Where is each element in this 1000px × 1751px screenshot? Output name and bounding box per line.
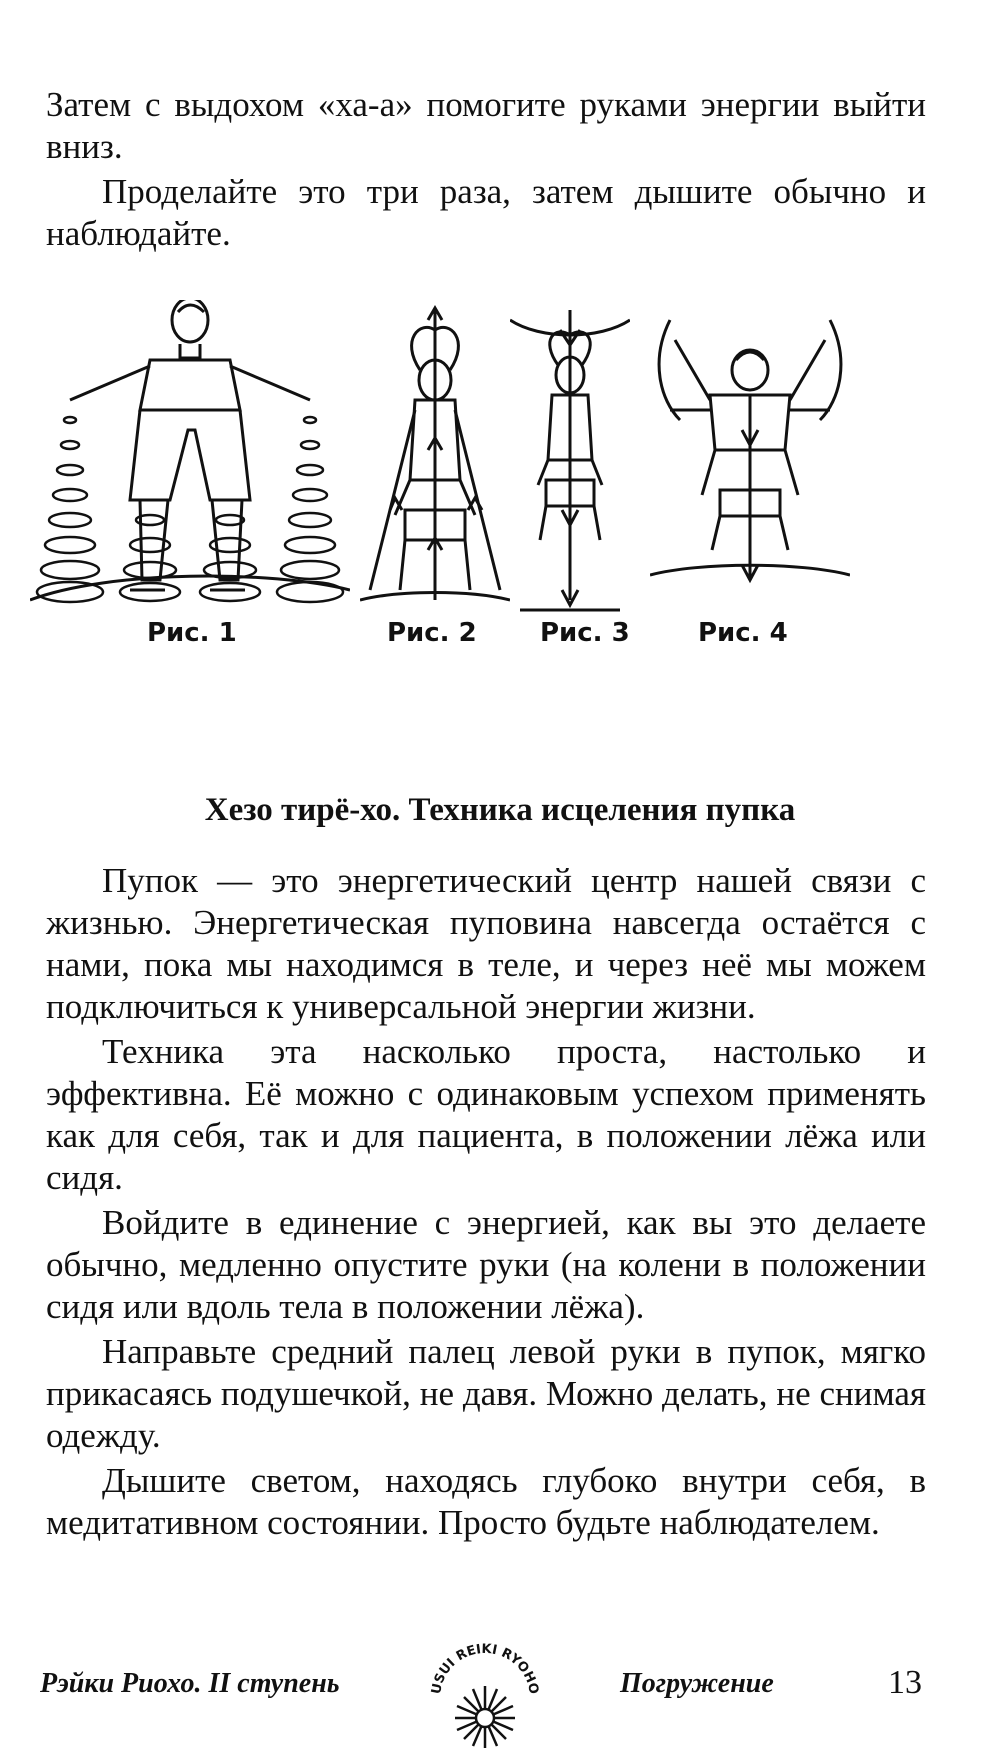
section-heading: Хезо тирё-хо. Техника исцеления пупка [204,792,796,828]
page-footer [0,1640,1000,1740]
figure-4-caption: Рис. 4 [698,618,788,648]
paragraph: Пупок — это энергетический центр нашей связи с жизнью. Энергетическая пуповина навсегда остаётся с нами, пока мы находимся в теле, и через неё мы можем подключиться к универсальной энергии жизни. [46,861,926,1026]
paragraph: Направьте средний палец левой руки в пупок, мягко прикасаясь подушечкой, не давя. Можно делать, не снимая одежду. [46,1332,926,1455]
paragraph: Проделайте это три раза, затем дышите обычно и наблюдайте. [46,172,926,253]
body-text-block [46,860,926,1544]
paragraph: Дышите светом, находясь глубоко внутри себя, в медитативном состоянии. Просто будьте наблюдателем. [46,1461,926,1542]
paragraph: Техника эта насколько проста, настолько и эффективна. Её можно с одинаковым успехом применять как для себя, так и для пациента, в положении лёжа или сидя. [46,1032,926,1197]
footer-chapter-title: Погружение [620,1668,774,1699]
logo-text: USUI REIKI RYOHO [429,1641,541,1696]
figure-1-caption: Рис. 1 [147,618,237,648]
figure-3-illustration [510,300,630,660]
top-text-block [46,84,926,255]
page-number: 13 [888,1664,922,1701]
paragraph: Затем с выдохом «ха-а» помогите руками энергии выйти вниз. [46,85,926,166]
figure-1-illustration [30,300,350,660]
figure-3-caption: Рис. 3 [540,618,630,648]
figure-2-illustration [360,300,510,660]
figure-4-illustration [650,300,850,660]
paragraph: Войдите в единение с энергией, как вы это делаете обычно, медленно опустите руки (на колени в положении сидя или вдоль тела в положении лёжа). [46,1203,926,1326]
figures-row [30,300,970,660]
footer-book-title: Рэйки Риохо. II ступень [40,1668,340,1699]
reiki-sun-logo-icon [420,1640,550,1750]
figure-2-caption: Рис. 2 [387,618,477,648]
